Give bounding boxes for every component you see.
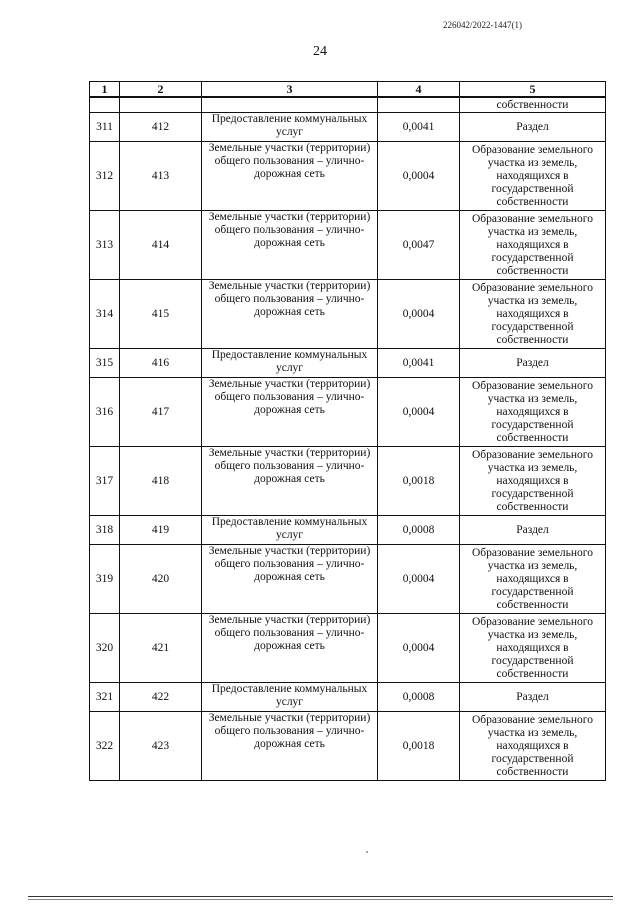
table-row [90,280,606,349]
area-cell: 0,0008 [378,516,460,545]
table-row [90,378,606,447]
header-col-2: 2 [120,82,202,98]
land-use-cell: Предоставление коммунальных услуг [202,683,378,712]
formation-method-cell: Образование земельного участка из земель, находящихся в государственной собственности [460,712,606,781]
table-row [90,113,606,142]
row-number-cell: 315 [90,349,120,378]
land-plots-table [89,81,606,781]
table-row [90,683,606,712]
bottom-rule-2 [28,899,613,900]
area-cell: 0,0004 [378,378,460,447]
row-number-cell: 313 [90,211,120,280]
land-use-cell: Земельные участки (территории) общего пользования – улично-дорожная сеть [202,614,378,683]
table-row [90,447,606,516]
row-number-cell: 314 [90,280,120,349]
formation-method-cell: Образование земельного участка из земель, находящихся в государственной собственности [460,211,606,280]
row-number-cell: 319 [90,545,120,614]
row-number-cell: 311 [90,113,120,142]
plot-id-cell: 413 [120,142,202,211]
land-use-cell: Предоставление коммунальных услуг [202,113,378,142]
plot-id-cell: 414 [120,211,202,280]
bottom-rule [28,896,613,897]
area-cell: 0,0004 [378,545,460,614]
formation-method-cell: Образование земельного участка из земель, находящихся в государственной собственности [460,142,606,211]
area-cell: 0,0041 [378,113,460,142]
header-col-5: 5 [460,82,606,98]
row-number-cell: 318 [90,516,120,545]
plot-id-cell: 422 [120,683,202,712]
cont-cell-4 [378,97,460,113]
formation-method-cell: Образование земельного участка из земель, находящихся в государственной собственности [460,545,606,614]
area-cell: 0,0004 [378,142,460,211]
formation-method-cell: Раздел [460,683,606,712]
plot-id-cell: 412 [120,113,202,142]
area-cell: 0,0008 [378,683,460,712]
formation-method-cell: Образование земельного участка из земель, находящихся в государственной собственности [460,447,606,516]
area-cell: 0,0018 [378,712,460,781]
land-use-cell: Земельные участки (территории) общего пользования – улично-дорожная сеть [202,280,378,349]
land-use-cell: Земельные участки (территории) общего пользования – улично-дорожная сеть [202,378,378,447]
table-row [90,142,606,211]
table-row [90,545,606,614]
land-use-cell: Земельные участки (территории) общего пользования – улично-дорожная сеть [202,712,378,781]
land-use-cell: Земельные участки (территории) общего пользования – улично-дорожная сеть [202,142,378,211]
cont-cell-1 [90,97,120,113]
row-number-cell: 322 [90,712,120,781]
formation-method-cell: Раздел [460,516,606,545]
area-cell: 0,0047 [378,211,460,280]
plot-id-cell: 416 [120,349,202,378]
plot-id-cell: 417 [120,378,202,447]
row-number-cell: 312 [90,142,120,211]
cont-cell-3 [202,97,378,113]
table-row [90,614,606,683]
formation-method-cell: Образование земельного участка из земель, находящихся в государственной собственности [460,378,606,447]
area-cell: 0,0018 [378,447,460,516]
formation-method-cell: Образование земельного участка из земель, находящихся в государственной собственности [460,614,606,683]
area-cell: 0,0004 [378,614,460,683]
plot-id-cell: 419 [120,516,202,545]
page-number: 24 [313,44,327,59]
table-header-row [90,82,606,98]
continuation-row [90,97,606,113]
row-number-cell: 320 [90,614,120,683]
plot-id-cell: 418 [120,447,202,516]
row-number-cell: 317 [90,447,120,516]
plot-id-cell: 423 [120,712,202,781]
plot-id-cell: 421 [120,614,202,683]
row-number-cell: 316 [90,378,120,447]
land-use-cell: Предоставление коммунальных услуг [202,349,378,378]
header-col-1: 1 [90,82,120,98]
document-id: 226042/2022-1447(1) [443,20,522,30]
table-row [90,712,606,781]
cont-cell-5: собственности [460,97,606,113]
plot-id-cell: 415 [120,280,202,349]
cont-cell-2 [120,97,202,113]
plot-id-cell: 420 [120,545,202,614]
land-use-cell: Земельные участки (территории) общего пользования – улично-дорожная сеть [202,211,378,280]
row-number-cell: 321 [90,683,120,712]
scan-speck [366,851,368,853]
header-col-4: 4 [378,82,460,98]
table-row [90,516,606,545]
formation-method-cell: Раздел [460,113,606,142]
formation-method-cell: Раздел [460,349,606,378]
land-use-cell: Предоставление коммунальных услуг [202,516,378,545]
table-row [90,211,606,280]
area-cell: 0,0004 [378,280,460,349]
header-col-3: 3 [202,82,378,98]
area-cell: 0,0041 [378,349,460,378]
land-use-cell: Земельные участки (территории) общего пользования – улично-дорожная сеть [202,545,378,614]
formation-method-cell: Образование земельного участка из земель, находящихся в государственной собственности [460,280,606,349]
table-row [90,349,606,378]
land-use-cell: Земельные участки (территории) общего пользования – улично-дорожная сеть [202,447,378,516]
